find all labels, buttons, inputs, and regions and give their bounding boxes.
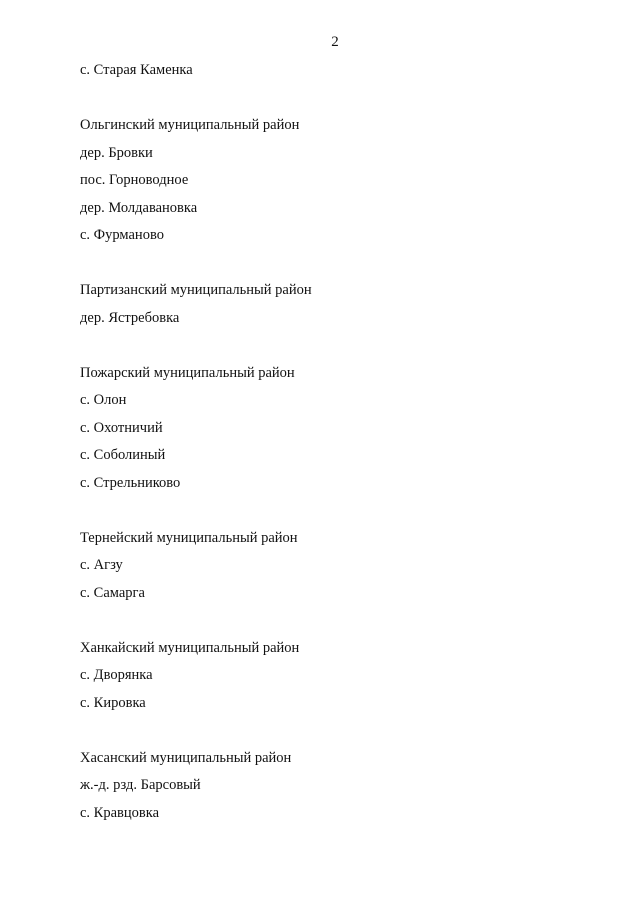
settlement-item: с. Кировка	[80, 694, 146, 711]
district-heading: Ольгинский муниципальный район	[80, 117, 300, 133]
settlement-item: с. Соболиный	[80, 447, 166, 463]
settlement-item: с. Фурманово	[80, 227, 164, 243]
district-heading: Хасанский муниципальный район	[80, 749, 292, 766]
district-heading: Пожарский муниципальный район	[80, 364, 295, 381]
settlement-list	[80, 61, 600, 831]
settlement-item: дер. Ястребовка	[80, 309, 180, 326]
settlement-item: ж.-д. рзд. Барсовый	[80, 777, 201, 793]
blank-line	[80, 254, 600, 282]
district-heading: Ханкайский муниципальный район	[80, 639, 300, 656]
settlement-item: с. Самарга	[80, 584, 145, 601]
blank-line	[80, 336, 600, 364]
blank-line	[80, 501, 600, 529]
blank-line	[80, 611, 600, 639]
page-number: 2	[331, 34, 339, 50]
settlement-item: дер. Бровки	[80, 144, 153, 161]
district-heading: Тернейский муниципальный район	[80, 529, 298, 546]
district-heading: Партизанский муниципальный район	[80, 282, 312, 298]
settlement-item: с. Олон	[80, 392, 127, 408]
settlement-item: с. Дворянка	[80, 667, 153, 683]
settlement-item: с. Кравцовка	[80, 804, 160, 821]
settlement-item: с. Охотничий	[80, 419, 163, 436]
settlement-item: с. Агзу	[80, 557, 123, 573]
settlement-item: с. Старая Каменка	[80, 62, 193, 78]
settlement-item: с. Стрельниково	[80, 474, 181, 491]
settlement-item: дер. Молдавановка	[80, 199, 198, 216]
blank-line	[80, 89, 600, 117]
blank-line	[80, 721, 600, 749]
settlement-item: пос. Горноводное	[80, 172, 189, 188]
